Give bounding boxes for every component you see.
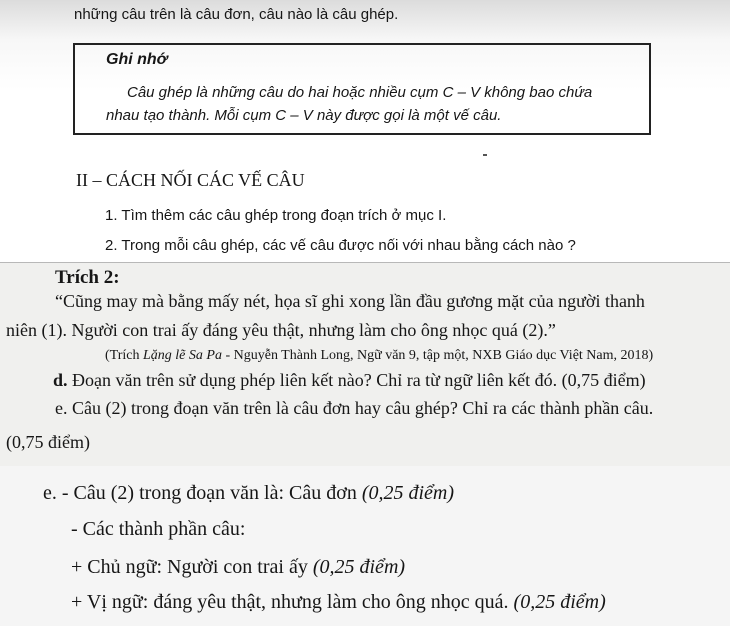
note-line-2: nhau tạo thành. Mỗi cụm C – V này được gọi là một vế câu. (106, 107, 502, 124)
question-2: 2. Trong mỗi câu ghép, các vế câu được nối với nhau bằng cách nào ? (105, 237, 576, 254)
note-line-1: Câu ghép là những câu do hai hoặc nhiều cụm C – V không bao chứa (127, 84, 593, 101)
answer-line-4-text: + Vị ngữ: đáng yêu thật, nhưng làm cho ông nhọc quá. (71, 591, 514, 613)
exam-question (0, 262, 730, 467)
top-line: những câu trên là câu đơn, câu nào là câu ghép. (74, 6, 399, 23)
answer-line-1-text: e. - Câu (2) trong đoạn văn là: Câu đơn (43, 482, 362, 504)
note-title: Ghi nhớ (106, 51, 168, 68)
citation-rest: - Nguyễn Thành Long, Ngữ văn 9, tập một, NXB Giáo dục Việt Nam, 2018) (221, 348, 654, 363)
answer-line-2: - Các thành phần câu: (71, 518, 246, 540)
question-e-line-2: (0,75 điểm) (6, 432, 90, 452)
answer-line-3 (71, 556, 405, 579)
quote-line-1: “Cũng may mà bằng mấy nét, họa sĩ ghi xong lần đầu gương mặt của người thanh (55, 291, 645, 311)
answer-key (0, 466, 730, 626)
answer-line-4-score: (0,25 điểm) (513, 591, 606, 613)
citation (105, 348, 653, 364)
section-heading: II – CÁCH NỐI CÁC VẾ CÂU (76, 170, 305, 190)
divider-mark (483, 154, 487, 156)
answer-line-1 (43, 482, 454, 505)
answer-line-3-score: (0,25 điểm) (312, 556, 406, 578)
answer-line-4 (71, 591, 606, 614)
quote-line-2: niên (1). Người con trai ấy đáng yêu thật, nhưng làm cho ông nhọc quá (2).” (6, 320, 556, 340)
question-d-text: Đoạn văn trên sử dụng phép liên kết nào? Chỉ ra từ ngữ liên kết đó. (0,75 điểm) (67, 370, 646, 390)
question-1: 1. Tìm thêm các câu ghép trong đoạn trích ở mục I. (105, 207, 447, 224)
answer-line-1-score: (0,25 điểm) (361, 482, 455, 504)
citation-prefix: (Trích (105, 348, 143, 363)
answer-line-3-text: + Chủ ngữ: Người con trai ấy (71, 556, 313, 578)
question-d (53, 370, 646, 391)
question-d-label: d. (53, 370, 68, 390)
textbook-excerpt (0, 0, 730, 262)
citation-work: Lặng lẽ Sa Pa (143, 348, 222, 363)
excerpt-title: Trích 2: (55, 267, 120, 288)
question-e-line-1: e. Câu (2) trong đoạn văn trên là câu đơn hay câu ghép? Chỉ ra các thành phần câu. (55, 398, 654, 418)
